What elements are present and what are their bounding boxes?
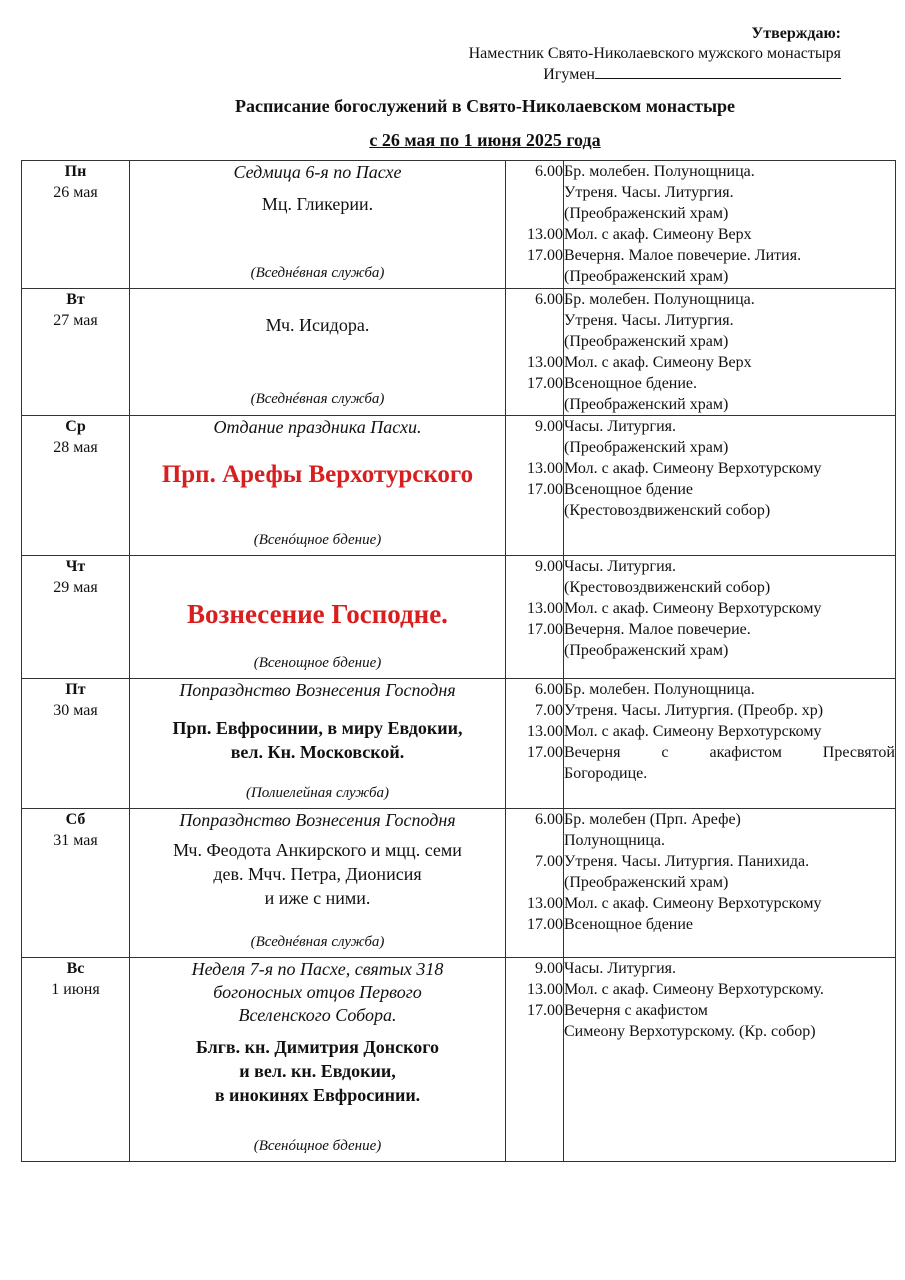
saint-name: в инокинях Евфросинии. [214,1085,421,1105]
saint-name: дев. Мчч. Петра, Дионисия [213,864,422,884]
service-time: 13.00 [527,354,563,371]
services-cell [564,809,896,958]
signature-line [595,64,841,79]
day-cell [22,679,130,809]
day-cell [22,289,130,416]
service-time: 9.00 [535,960,563,977]
feast-name: Прп. Арефы Верхотурского [161,461,474,488]
day-of-week: Вс [66,960,85,977]
services-cell [564,679,896,809]
saint-name: вел. Кн. Московской. [230,742,405,762]
service-time: 6.00 [535,811,563,828]
service-time: 17.00 [527,916,563,933]
feast-cell [130,958,506,1162]
feast-cell [130,289,506,416]
services-cell [564,289,896,416]
service-time [506,1021,563,1042]
schedule-row [22,958,896,1162]
feast-cell [130,679,506,809]
times-cell [506,679,564,809]
times-cell [506,556,564,679]
service-item: (Крестовоздвиженский собор) [564,502,771,519]
service-item: (Преображенский храм) [564,396,729,413]
day-of-week: Вт [66,291,85,308]
times-cell [506,809,564,958]
service-time: 9.00 [535,558,563,575]
service-time: 17.00 [527,744,563,761]
service-item: Мол. с акаф. Симеону Верхотурскому [564,600,822,617]
services-cell [564,556,896,679]
feast-name: Вознесение Господне. [187,599,448,629]
saint-name: Мц. Гликерии. [261,194,374,214]
service-item: Мол. с акаф. Симеону Верхотурскому. [564,981,824,998]
schedule-row [22,809,896,958]
feast-period: Неделя 7-я по Пасхе, святых 318 [191,959,444,979]
services-cell [564,958,896,1162]
service-time: 6.00 [535,291,563,308]
service-item: Бр. молебен (Прп. Арефе) [564,811,741,828]
service-time: 17.00 [527,621,563,638]
service-item: Полунощница. [564,832,665,849]
day-cell [22,556,130,679]
service-item: Вечерня с акафистом [564,1002,708,1019]
service-time [506,640,563,661]
approval-rank-line [469,64,841,85]
service-type: (Всенощное бдение) [253,655,382,671]
feast-period: богоносных отцов Первого [213,982,422,1002]
day-date: 30 мая [53,702,98,719]
service-time [506,266,563,287]
day-date: 1 июня [51,981,100,998]
saint-name: и вел. кн. Евдокии, [239,1061,396,1081]
saint-name: Прп. Евфросинии, в миру Евдокии, [172,718,463,738]
service-type: (Вседнéвная служба) [250,265,385,281]
service-time [506,203,563,224]
day-date: 26 мая [53,184,98,201]
service-item: Бр. молебен. Полунощница. [564,681,755,698]
service-item: (Крестовоздвиженский собор) [564,579,771,596]
feast-period: Попразднство Вознесения Господня [179,680,456,700]
schedule-row [22,161,896,289]
service-time: 7.00 [535,853,563,870]
feast-period: Вселенского Собора. [238,1005,397,1025]
service-item: (Преображенский храм) [564,205,729,222]
service-time [506,394,563,415]
service-time [506,830,563,851]
page-title: Расписание богослужений в Свято-Николаевском монастыре [234,96,736,116]
service-time: 17.00 [527,1002,563,1019]
day-date: 27 мая [53,312,98,329]
service-item: Часы. Литургия. [564,960,677,977]
service-time: 13.00 [527,723,563,740]
day-date: 31 мая [53,832,98,849]
schedule-row [22,289,896,416]
service-item: Симеону Верхотурскому. (Кр. собор) [564,1023,816,1040]
day-date: 29 мая [53,579,98,596]
service-time: 17.00 [527,375,563,392]
service-time [506,437,563,458]
feast-cell [130,809,506,958]
saint-name: Мч. Исидора. [265,315,370,335]
day-date: 28 мая [53,439,98,456]
feast-period: Седмица 6-я по Пасхе [233,162,402,182]
service-time: 6.00 [535,163,563,180]
day-cell [22,809,130,958]
service-item: Мол. с акаф. Симеону Верхотурскому [564,460,822,477]
approval-block [469,24,841,85]
service-item: Мол. с акаф. Симеону Верхотурскому [564,895,822,912]
day-of-week: Сб [65,811,86,828]
service-time: 13.00 [527,226,563,243]
service-item: (Преображенский храм) [564,642,729,659]
service-time [506,500,563,521]
service-time [506,872,563,893]
service-time: 17.00 [527,481,563,498]
service-item: (Преображенский храм) [564,268,729,285]
service-time [506,763,563,784]
service-type: (Всенóщное бдение) [253,532,382,548]
times-cell [506,416,564,556]
service-item: Вечерня. Малое повечерие. [564,621,751,638]
day-of-week: Пн [64,163,87,180]
saint-name: Блгв. кн. Димитрия Донского [195,1037,440,1057]
service-item: Всенощное бдение [564,916,694,933]
service-time: 6.00 [535,681,563,698]
day-of-week: Чт [65,558,86,575]
schedule-row [22,416,896,556]
service-item: (Преображенский храм) [564,874,729,891]
feast-period: Отдание праздника Пасхи. [213,417,422,437]
times-cell [506,161,564,289]
approval-label: Утверждаю: [751,25,841,42]
page-subtitle: с 26 мая по 1 июня 2025 года [369,130,601,150]
day-cell [22,416,130,556]
day-of-week: Ср [65,418,86,435]
feast-cell [130,416,506,556]
service-item: Богородице. [564,765,648,782]
feast-cell [130,161,506,289]
schedule-row [22,556,896,679]
service-time [506,310,563,331]
saint-name: Мч. Феодота Анкирского и мцц. семи [173,840,462,860]
service-time: 7.00 [535,702,563,719]
service-item: Мол. с акаф. Симеону Верх [564,226,752,243]
service-type: (Полиелейная служба) [245,785,390,801]
day-cell [22,161,130,289]
service-time [506,331,563,352]
service-time: 13.00 [527,600,563,617]
saint-name: и иже с ними. [264,888,371,908]
service-item: (Преображенский храм) [564,439,729,456]
service-item: Мол. с акаф. Симеону Верхотурскому [564,723,822,740]
service-item: Бр. молебен. Полунощница. [564,163,755,180]
service-item: Всенощное бдение [564,481,694,498]
feast-period: Попразднство Вознесения Господня [179,810,456,830]
approval-rank: Игумен [543,66,595,83]
service-item: Мол. с акаф. Симеону Верх [564,354,752,371]
service-item: Утреня. Часы. Литургия. [564,312,734,329]
service-item: Часы. Литургия. [564,418,677,435]
service-item: Утреня. Часы. Литургия. [564,184,734,201]
approval-position: Наместник Свято-Николаевского мужского монастыря [468,45,841,62]
day-cell [22,958,130,1162]
service-type: (Вседнéвная служба) [250,934,385,950]
service-time [506,182,563,203]
service-type: (Всенóщное бдение) [253,1138,382,1154]
schedule-row [22,679,896,809]
times-cell [506,289,564,416]
service-item: Утреня. Часы. Литургия. Панихида. [564,853,810,870]
service-time: 13.00 [527,895,563,912]
service-item: Всенощное бдение. [564,375,698,392]
service-item: Бр. молебен. Полунощница. [564,291,755,308]
service-type: (Вседнéвная служба) [250,391,385,407]
service-item: (Преображенский храм) [564,333,729,350]
feast-cell [130,556,506,679]
service-time: 17.00 [527,247,563,264]
service-item: Вечерня с акафистом Пресвятой [564,744,895,761]
service-time [506,577,563,598]
schedule-table [21,160,896,1162]
services-cell [564,416,896,556]
service-time: 9.00 [535,418,563,435]
service-item: Утреня. Часы. Литургия. (Преобр. хр) [564,702,824,719]
services-cell [564,161,896,289]
service-item: Часы. Литургия. [564,558,677,575]
service-item: Вечерня. Малое повечерие. Лития. [564,247,802,264]
service-time: 13.00 [527,981,563,998]
times-cell [506,958,564,1162]
service-time: 13.00 [527,460,563,477]
day-of-week: Пт [65,681,86,698]
